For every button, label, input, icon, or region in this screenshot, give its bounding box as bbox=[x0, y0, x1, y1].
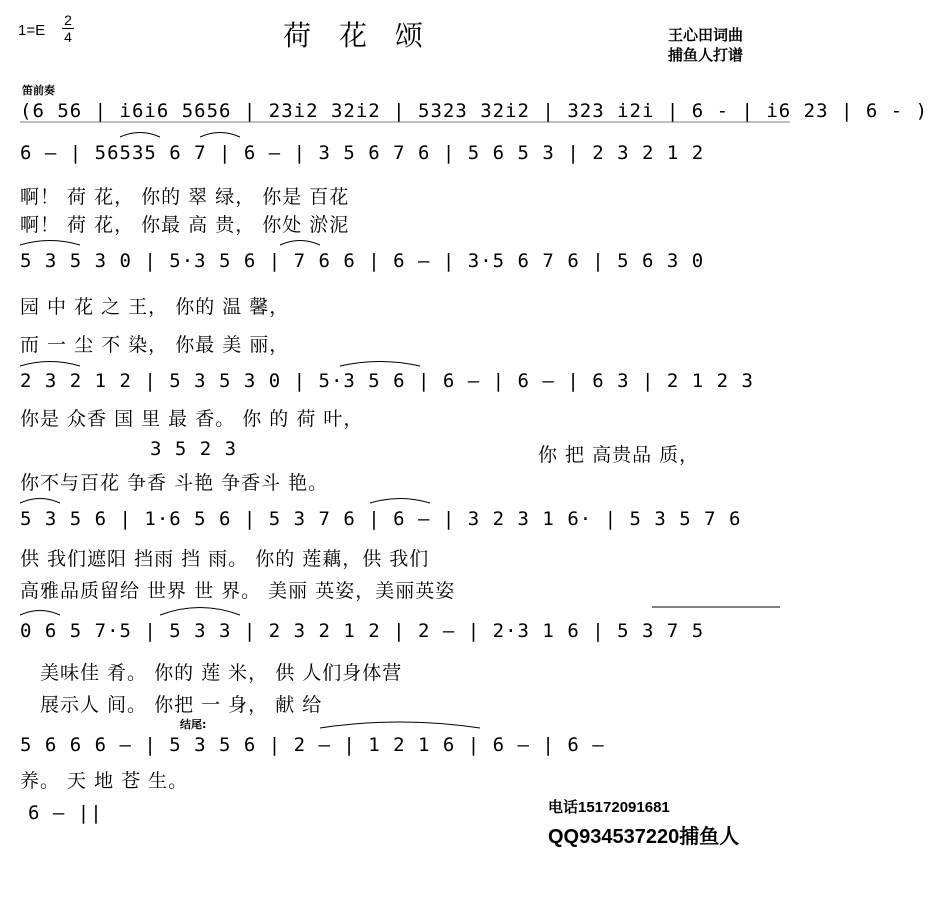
contact-qq: QQ934537220捕鱼人 bbox=[548, 826, 740, 848]
lyrics-row-2b: 而 一 尘 不 染， 你最 美 丽， bbox=[20, 334, 290, 356]
credit-score: 捕鱼人打谱 bbox=[668, 46, 744, 64]
slur bbox=[120, 133, 160, 138]
lyrics-row-4a: 你 把 高贵品 质， bbox=[538, 444, 700, 466]
slur bbox=[340, 362, 420, 367]
slur bbox=[20, 241, 80, 246]
staff-row-5: 5 3 5 6 | 1·6 5 6 | 5 3 7 6 | 6 — | 3 2 3 1 6· | 5 3 5 7 6 bbox=[20, 508, 742, 530]
slur bbox=[320, 722, 480, 728]
slur bbox=[370, 499, 430, 504]
staff-row-0: (6 56 | i6i6 5656 | 23i2 32i2 | 5323 32i2 | 323 i2i | 6 - | i6 23 | 6 - ) bbox=[20, 100, 928, 122]
lyrics-row-7a: 养。 天 地 苍 生。 bbox=[20, 770, 189, 792]
lyrics-row-6a: 美味佳 肴。 你的 莲 米， 供 人们身体营 bbox=[40, 662, 403, 684]
credit-lyrics: 王心田词曲 bbox=[668, 26, 744, 44]
staff-row-1: 6 — | 56535 6 7 | 6 — | 3 5 6 7 6 | 5 6 5 3 | 2 3 2 1 2 bbox=[20, 142, 705, 164]
slur bbox=[20, 362, 80, 367]
lyrics-row-5a: 供 我们遮阳 挡雨 挡 雨。 你的 莲藕，供 我们 bbox=[20, 548, 430, 570]
staff-row-3: 2 3 2 1 2 | 5 3 5 3 0 | 5·3 5 6 | 6 — | 6 — | 6 3 | 2 1 2 3 bbox=[20, 370, 754, 392]
time-sig-top: 2 bbox=[64, 12, 72, 28]
staff-row-2: 5 3 5 3 0 | 5·3 5 6 | 7 6 6 | 6 — | 3·5 6 7 6 | 5 6 3 0 bbox=[20, 250, 705, 272]
key-signature: 1=E bbox=[18, 22, 46, 39]
contact-phone: 电话15172091681 bbox=[548, 799, 670, 816]
lyrics-row-5b: 高雅品质留给 世界 世 界。 美丽 英姿，美丽英姿 bbox=[20, 580, 456, 602]
lyrics-row-6b: 展示人 间。 你把 一 身， 献 给 bbox=[40, 694, 323, 716]
slur bbox=[280, 241, 320, 246]
lyrics-row-1b: 啊！ 荷 花， 你最 高 贵， 你处 淤泥 bbox=[20, 214, 350, 236]
staff-row-6: 0 6 5 7·5 | 5 3 3 | 2 3 2 1 2 | 2 — | 2·3 1 6 | 5 3 7 5 bbox=[20, 620, 705, 642]
slur bbox=[200, 133, 240, 138]
lyrics-row-3a: 你是 众香 国 里 最 香。 你 的 荷 叶， bbox=[20, 408, 364, 430]
time-sig-bottom: 4 bbox=[64, 29, 72, 45]
lyrics-row-1a: 啊！ 荷 花， 你的 翠 绿， 你是 百花 bbox=[20, 186, 350, 208]
lyrics-row-2a: 园 中 花 之 王， 你的 温 馨， bbox=[20, 296, 290, 318]
staff-row-7: 5 6 6 6 — | 5 3 5 6 | 2 — | 1 2 1 6 | 6 — | 6 — bbox=[20, 734, 605, 756]
prelude-label: 笛前奏 bbox=[22, 84, 55, 97]
slur bbox=[20, 499, 60, 504]
song-title: 荷花颂 bbox=[283, 19, 452, 52]
staff-row-8: 6 — || bbox=[28, 802, 103, 824]
slur bbox=[160, 608, 240, 616]
slur bbox=[20, 611, 60, 616]
staff-row-4: 3 5 2 3 bbox=[150, 438, 238, 460]
ending-label: 结尾: bbox=[180, 718, 207, 731]
lyrics-row-4b: 你不与百花 争香 斗艳 争香斗 艳。 bbox=[20, 472, 329, 494]
